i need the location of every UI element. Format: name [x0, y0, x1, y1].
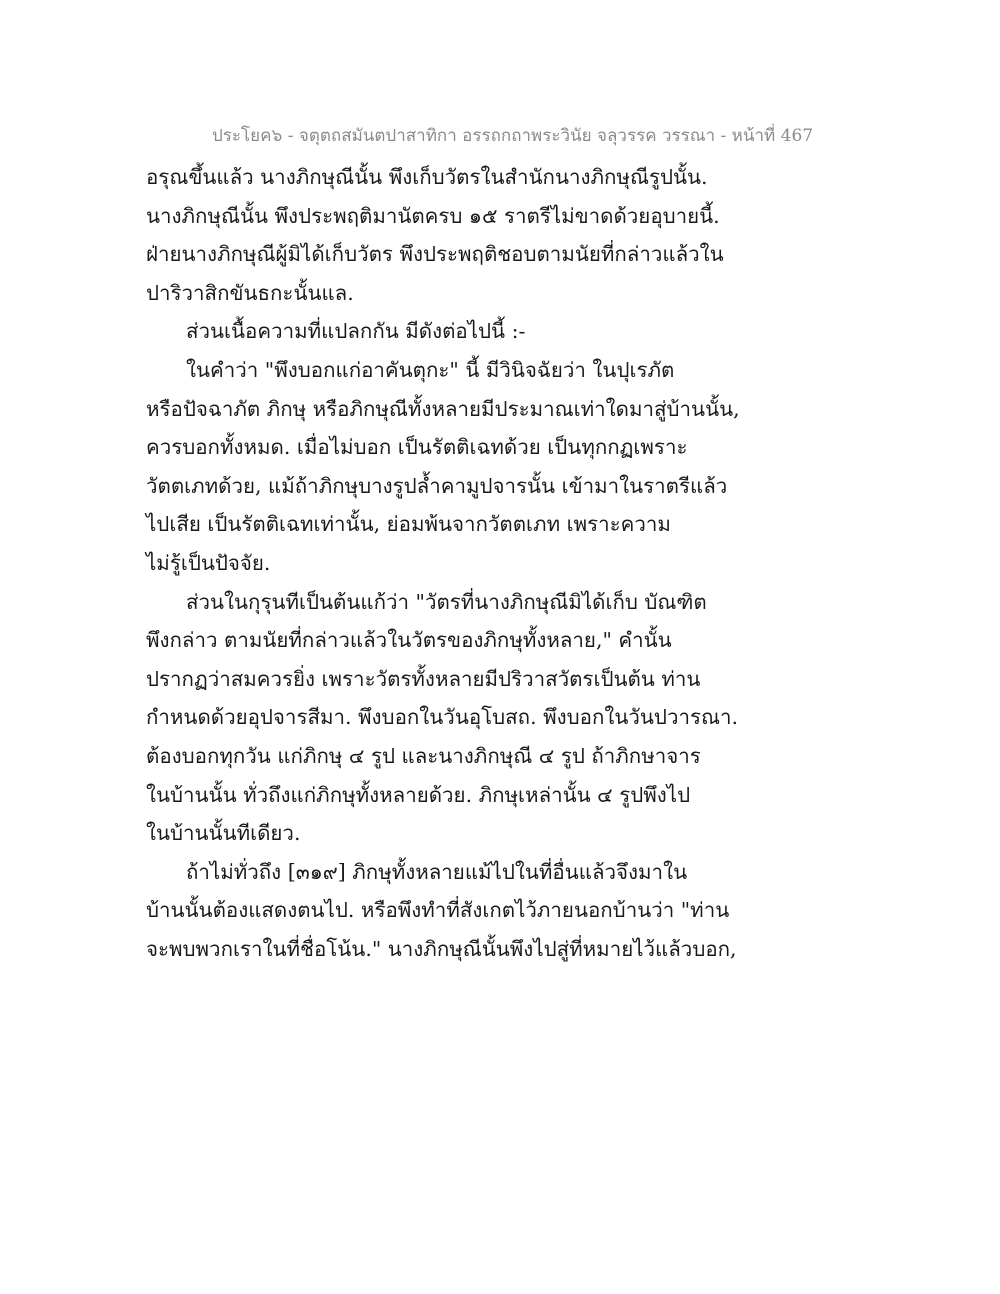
- text-line: ไม่รู้เป็นปัจจัย.: [146, 550, 271, 575]
- text-line: บ้านนั้นต้องแสดงตนไป. หรือพึงทำที่สังเกตไว้ภายนอกบ้านว่า "ท่าน: [146, 898, 730, 923]
- text-line: กำหนดด้วยอุปจารสีมา. พึงบอกในวันอุโบสถ. พึงบอกในวันปวารณา.: [146, 705, 739, 730]
- text-line: อรุณขึ้นแล้ว นางภิกษุณีนั้น พึงเก็บวัตรในสำนักนางภิกษุณีรูปนั้น.: [146, 165, 708, 189]
- paragraph-start-line: ส่วนเนื้อความที่แปลกกัน มีดังต่อไปนี้ :-: [186, 319, 526, 344]
- text-line: พึงกล่าว ตามนัยที่กล่าวแล้วในวัตรของภิกษุทั้งหลาย," คำนั้น: [146, 628, 672, 653]
- text-line: ปาริวาสิกขันธกะนั้นแล.: [146, 280, 354, 305]
- text-line: ฝ่ายนางภิกษุณีผู้มิได้เก็บวัตร พึงประพฤติชอบตามนัยที่กล่าวแล้วใน: [146, 242, 724, 267]
- paragraph-start-line: ในคำว่า "พึงบอกแก่อาคันตุกะ" นี้ มีวินิจฉัยว่า ในปุเรภัต: [186, 357, 675, 382]
- text-line: นางภิกษุณีนั้น พึงประพฤติมานัตครบ ๑๕ ราตรีไม่ขาดด้วยอุบายนี้.: [146, 203, 720, 228]
- text-line: หรือปัจฉาภัต ภิกษุ หรือภิกษุณีทั้งหลายมีประมาณเท่าใดมาสู่บ้านนั้น,: [146, 396, 740, 421]
- text-line: ไปเสีย เป็นรัตติเฉทเท่านั้น, ย่อมพ้นจากวัตตเภท เพราะความ: [146, 512, 671, 537]
- paragraph-start-line: ส่วนในกุรุนทีเป็นต้นแก้ว่า "วัตรที่นางภิกษุณีมิได้เก็บ บัณฑิต: [186, 589, 707, 614]
- text-line: ปรากฏว่าสมควรยิ่ง เพราะวัตรทั้งหลายมีปริวาสวัตรเป็นต้น ท่าน: [146, 666, 701, 691]
- paragraph-start-line: ถ้าไม่ทั่วถึง [๓๑๙] ภิกษุทั้งหลายแม้ไปในที่อื่นแล้วจึงมาใน: [186, 859, 688, 884]
- running-header: ประโยค๖ - จตุตถสมันตปาสาทิกา อรรถกถาพระวินัย จลุวรรค วรรณา - หน้าที่ 467: [212, 126, 814, 146]
- text-line: ในบ้านนั้น ทั่วถึงแก่ภิกษุทั้งหลายด้วย. ภิกษุเหล่านั้น ๔ รูปพึงไป: [146, 782, 691, 807]
- text-line: ในบ้านนั้นทีเดียว.: [146, 821, 301, 846]
- body-text: [146, 158, 740, 968]
- text-line: ควรบอกทั้งหมด. เมื่อไม่บอก เป็นรัตติเฉทด้วย เป็นทุกกฏเพราะ: [146, 435, 688, 460]
- text-line: จะพบพวกเราในที่ชื่อโน้น." นางภิกษุณีนั้นพึงไปสู่ที่หมายไว้แล้วบอก,: [146, 936, 737, 961]
- text-line: วัตตเภทด้วย, แม้ถ้าภิกษุบางรูปล้ำคามูปจารนั้น เข้ามาในราตรีแล้ว: [146, 473, 728, 498]
- text-line: ต้องบอกทุกวัน แก่ภิกษุ ๔ รูป และนางภิกษุณี ๔ รูป ถ้าภิกษาจาร: [146, 743, 701, 768]
